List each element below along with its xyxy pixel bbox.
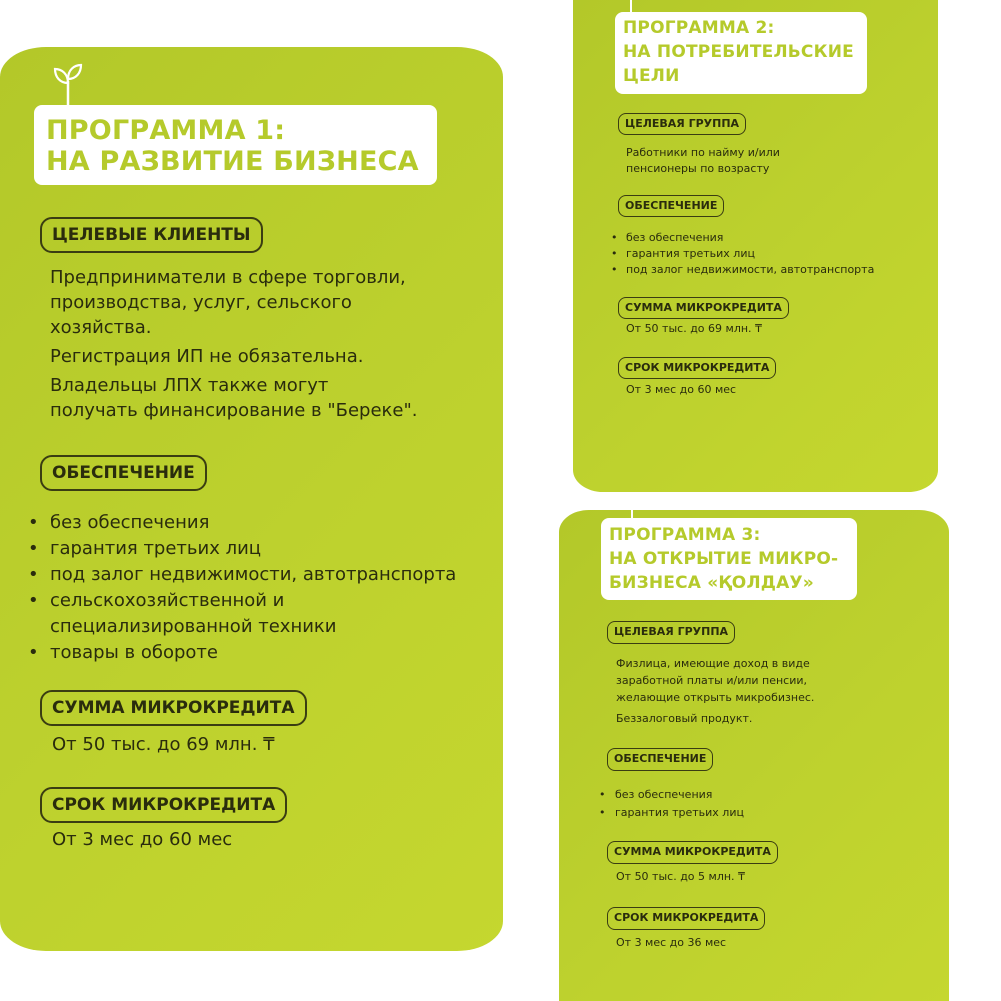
program-2-title (615, 12, 867, 94)
program-2-amount-value: От 50 тыс. до 69 млн. ₸ (626, 322, 763, 335)
program-1-security-list (28, 510, 456, 666)
clients-line: Регистрация ИП не обязательна. (50, 346, 364, 367)
program-1-clients-label: ЦЕЛЕВЫЕ КЛИЕНТЫ (40, 217, 263, 253)
group-line: заработной платы и/или пенсии, (616, 674, 808, 687)
sprout-icon (50, 61, 86, 109)
program-3-term-label: СРОК МИКРОКРЕДИТА (607, 907, 765, 930)
list-item: • без обеспечения (28, 512, 210, 533)
program-3-title-line2: НА ОТКРЫТИЕ МИКРО- (609, 549, 839, 569)
list-item: • гарантия третьих лиц (611, 247, 755, 260)
program-1-term-value: От 3 мес до 60 мес (52, 829, 233, 850)
group-line: Физлица, имеющие доход в виде (616, 657, 810, 670)
program-2-group-text (626, 145, 780, 177)
program-1-term-label: СРОК МИКРОКРЕДИТА (40, 787, 287, 823)
program-2-title-line1: ПРОГРАММА 2: (623, 18, 775, 38)
program-1-security-label: ОБЕСПЕЧЕНИЕ (40, 455, 207, 491)
list-item: • под залог недвижимости, автотранспорта (28, 564, 457, 585)
list-item: • под залог недвижимости, автотранспорта (611, 263, 875, 276)
group-line: Беззалоговый продукт. (616, 712, 753, 725)
clients-line: Владельцы ЛПХ также могут (50, 375, 329, 396)
program-3-title-line3: БИЗНЕСА «ҚОЛДАУ» (609, 573, 814, 593)
program-3-card (559, 510, 949, 1001)
program-1-amount-label: СУММА МИКРОКРЕДИТА (40, 690, 307, 726)
clients-line: Предприниматели в сфере торговли, (50, 267, 406, 288)
group-line: желающие открыть микробизнес. (616, 691, 815, 704)
program-2-title-line3: ЦЕЛИ (623, 66, 680, 86)
list-item-continuation: специализированной техники (50, 616, 337, 637)
program-2-term-label: СРОК МИКРОКРЕДИТА (618, 357, 776, 379)
program-3-security-label: ОБЕСПЕЧЕНИЕ (607, 748, 713, 771)
list-item: • гарантия третьих лиц (599, 806, 744, 819)
program-3-title-line1: ПРОГРАММА 3: (609, 525, 761, 545)
program-3-group-text (616, 655, 814, 727)
program-2-group-label: ЦЕЛЕВАЯ ГРУППА (618, 113, 746, 135)
list-item: • без обеспечения (599, 788, 713, 801)
program-3-group-label: ЦЕЛЕВАЯ ГРУППА (607, 621, 735, 644)
clients-line: хозяйства. (50, 317, 152, 338)
program-3-term-value: От 3 мес до 36 мес (616, 936, 727, 949)
program-2-amount-label: СУММА МИКРОКРЕДИТА (618, 297, 789, 319)
program-2-security-list (611, 230, 874, 278)
list-item: • товары в обороте (28, 642, 218, 663)
program-3-amount-value: От 50 тыс. до 5 млн. ₸ (616, 870, 746, 883)
group-line: пенсионеры по возрасту (626, 162, 770, 175)
clients-line: производства, услуг, сельского (50, 292, 352, 313)
clients-line: получать финансирование в "Береке". (50, 400, 418, 421)
program-1-clients-text (50, 265, 418, 423)
program-2-card (573, 0, 938, 492)
program-3-amount-label: СУММА МИКРОКРЕДИТА (607, 841, 778, 864)
program-1-title (34, 105, 437, 185)
program-2-security-label: ОБЕСПЕЧЕНИЕ (618, 195, 724, 217)
program-2-term-value: От 3 мес до 60 мес (626, 383, 737, 396)
program-3-title (601, 518, 857, 600)
program-1-amount-value: От 50 тыс. до 69 млн. ₸ (52, 734, 275, 755)
group-line: Работники по найму и/или (626, 146, 780, 159)
program-1-card (0, 47, 503, 951)
list-item: • гарантия третьих лиц (28, 538, 262, 559)
program-1-title-line2: НА РАЗВИТИЕ БИЗНЕСА (46, 146, 419, 177)
list-item: • без обеспечения (611, 231, 724, 244)
program-2-title-line2: НА ПОТРЕБИТЕЛЬСКИЕ (623, 42, 854, 62)
program-1-title-line1: ПРОГРАММА 1: (46, 115, 286, 146)
program-3-security-list (599, 786, 744, 822)
list-item: • сельскохозяйственной и (28, 590, 285, 611)
